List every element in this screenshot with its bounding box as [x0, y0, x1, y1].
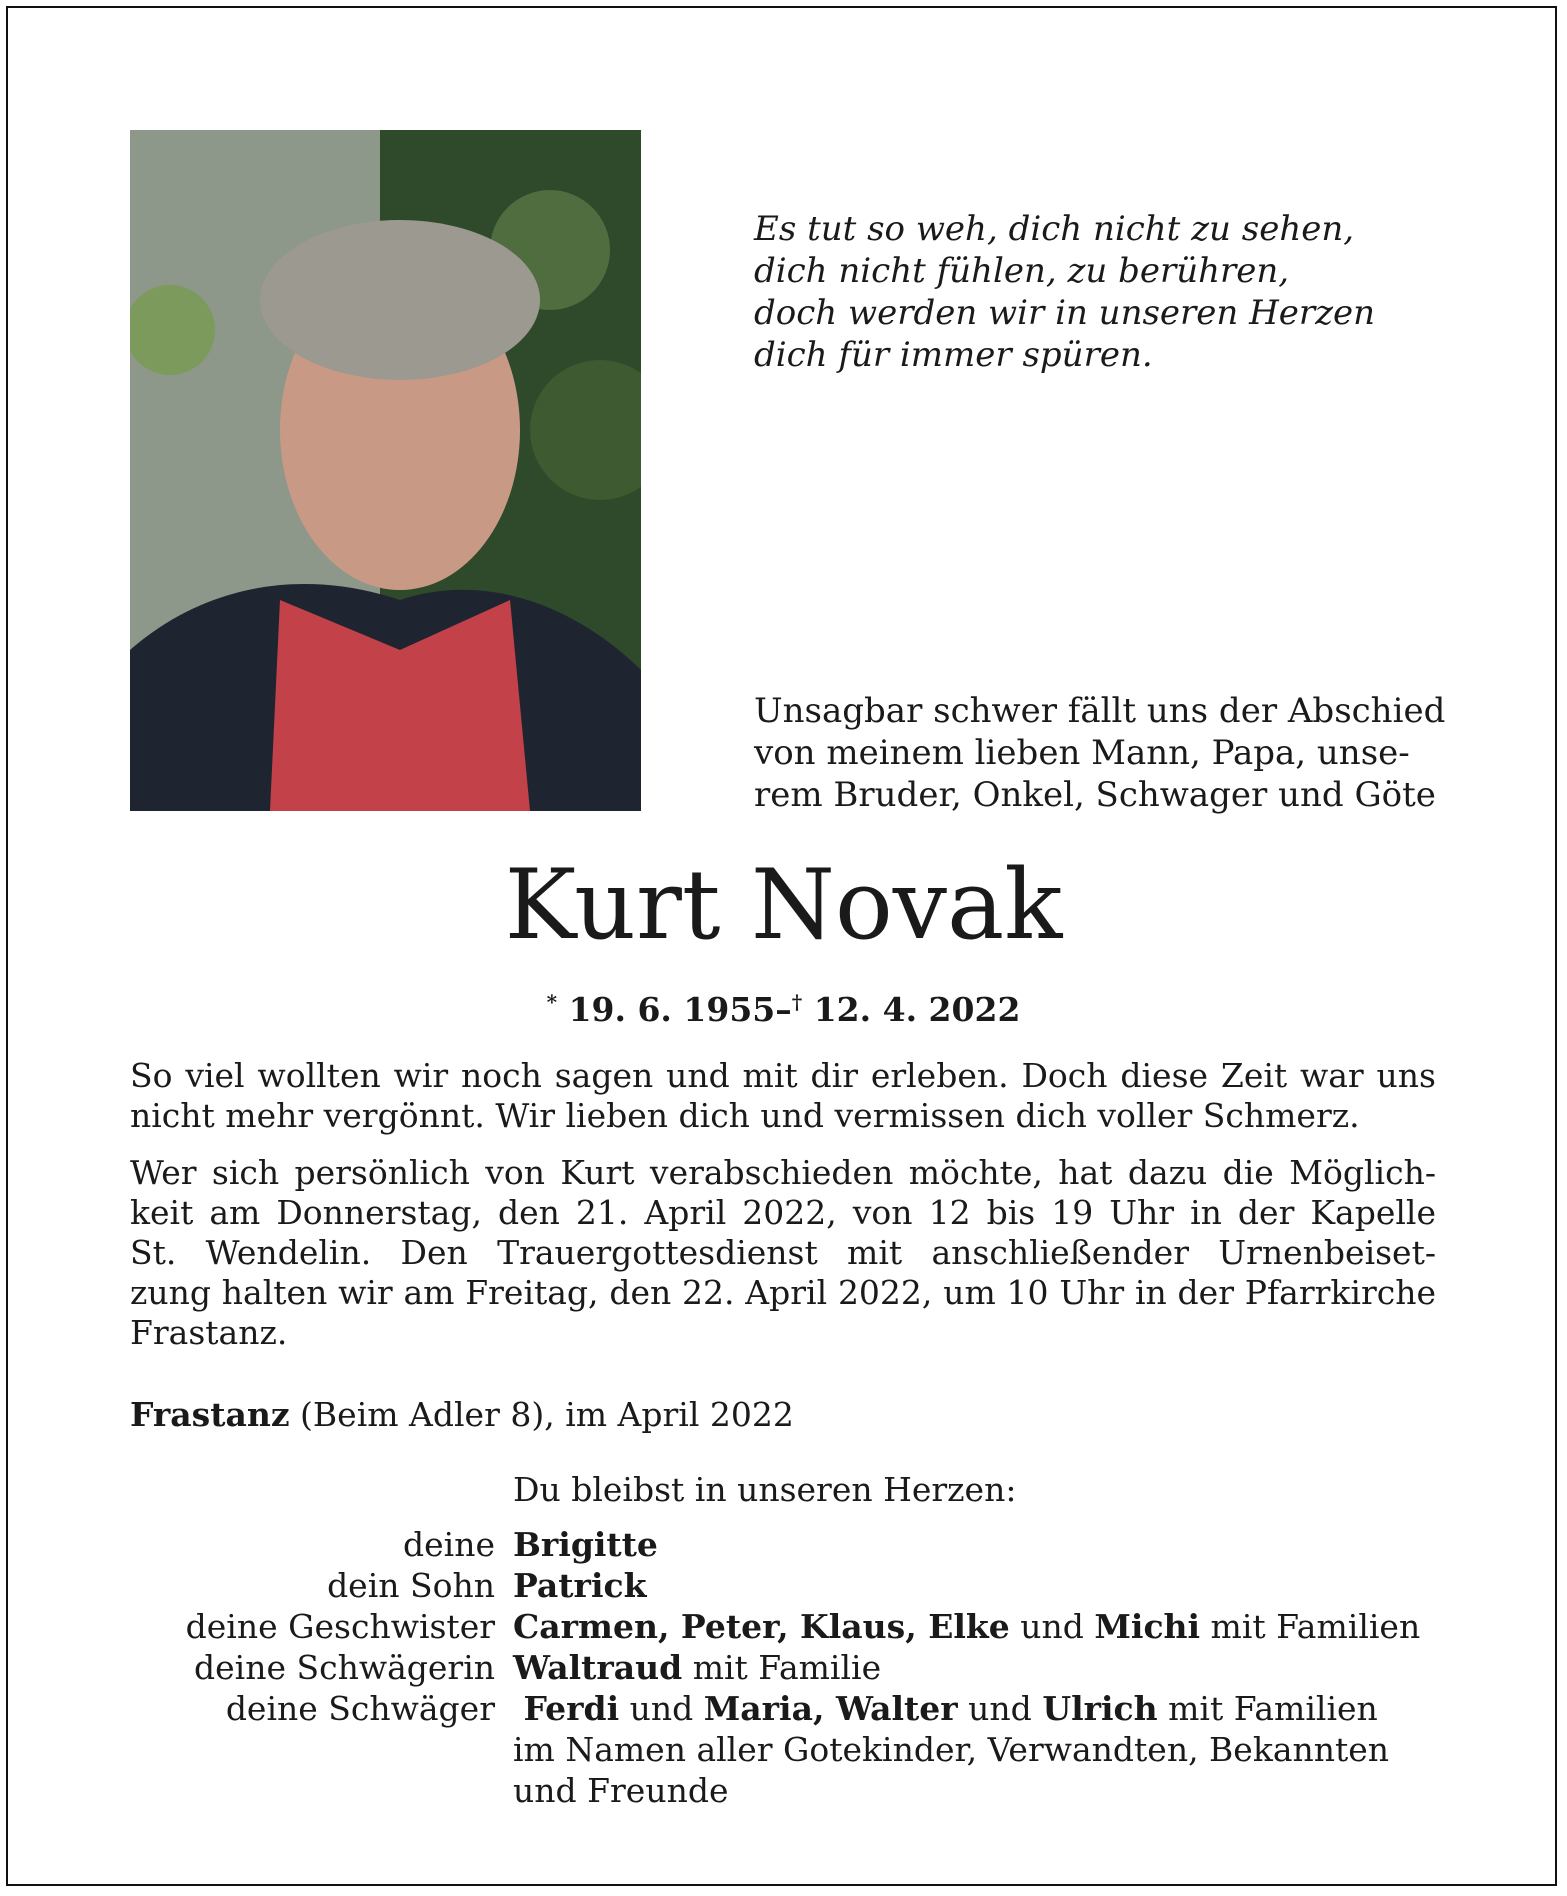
- birth-symbol: *: [546, 990, 558, 1014]
- relation-label: deine Schwäger: [225, 1689, 495, 1728]
- death-date: 12. 4. 2022: [813, 990, 1021, 1029]
- death-symbol: †: [791, 990, 803, 1014]
- ceremony-line: Wer sich persönlich von Kurt verabschieden möchte, hat dazu die Möglich-: [130, 1153, 1436, 1192]
- mourner-names: [513, 1565, 646, 1606]
- place-town: Frastanz: [130, 1395, 290, 1434]
- connector-text: und: [1009, 1607, 1095, 1646]
- ceremony-line: zung halten wir am Freitag, den 22. April 2022, um 10 Uhr in der Pfarrkirche: [130, 1273, 1436, 1312]
- closing-line: und Freunde: [513, 1771, 729, 1810]
- connector-text: mit Familien: [1200, 1607, 1421, 1646]
- connector-text: mit Familie: [682, 1648, 882, 1687]
- mourner-name: Brigitte: [513, 1525, 658, 1564]
- connector-text: mit Familien: [1157, 1689, 1378, 1728]
- intro-line: rem Bruder, Onkel, Schwager und Göte: [754, 775, 1436, 815]
- relation-label: deine Schwägerin: [194, 1648, 495, 1687]
- place-date: [130, 1395, 794, 1435]
- poem-line: Es tut so weh, dich nicht zu sehen,: [754, 209, 1355, 249]
- mourners-list: [130, 1524, 1420, 1811]
- closing-line: im Namen aller Gotekinder, Verwandten, Bekannten: [513, 1730, 1390, 1769]
- connector-text: und: [957, 1689, 1043, 1728]
- mourner-names: [513, 1647, 881, 1688]
- ceremony-line: St. Wendelin. Den Trauergottesdienst mit anschließender Urnenbeiset-: [130, 1233, 1436, 1272]
- ceremony-line: keit am Donnerstag, den 21. April 2022, von 12 bis 19 Uhr in der Kapelle: [130, 1193, 1436, 1232]
- message-paragraph: [130, 1056, 1436, 1136]
- mourner-row: [130, 1647, 1420, 1688]
- connector-text: und: [619, 1689, 704, 1728]
- mourner-name: Ferdi: [523, 1689, 620, 1728]
- poem-line: dich nicht fühlen, zu berühren,: [754, 251, 1290, 291]
- intro-text: [754, 690, 1445, 816]
- mourner-row: [130, 1524, 1420, 1565]
- message-line: nicht mehr vergönnt. Wir lieben dich und vermissen dich voller Schmerz.: [130, 1096, 1360, 1135]
- deceased-name: Kurt Novak: [504, 849, 1063, 961]
- portrait-photo: [130, 130, 641, 811]
- date-dash: –: [775, 990, 792, 1029]
- place-rest: (Beim Adler 8), im April 2022: [289, 1395, 794, 1434]
- mourner-name: Ulrich: [1042, 1689, 1158, 1728]
- mourner-name: Maria, Walter: [703, 1689, 958, 1728]
- message-line: So viel wollten wir noch sagen und mit dir erleben. Doch diese Zeit war uns: [130, 1056, 1436, 1095]
- portrait-image: [130, 130, 641, 811]
- mourner-names: [513, 1606, 1420, 1647]
- intro-line: Unsagbar schwer fällt uns der Abschied: [754, 691, 1446, 731]
- ceremony-paragraph: [130, 1153, 1436, 1353]
- mourner-names: [513, 1524, 658, 1565]
- life-dates: [0, 982, 1567, 1030]
- ceremony-line: Frastanz.: [130, 1313, 288, 1352]
- mourner-row: [130, 1565, 1420, 1606]
- mourner-name: Waltraud: [513, 1648, 683, 1687]
- birth-date: 19. 6. 1955: [568, 990, 776, 1029]
- mourner-names: [513, 1688, 1378, 1729]
- mourner-name: Patrick: [513, 1566, 647, 1605]
- relation-label: dein Sohn: [327, 1566, 495, 1605]
- poem-line: dich für immer spüren.: [754, 335, 1153, 375]
- mourner-row: [130, 1688, 1420, 1729]
- poem-line: doch werden wir in unseren Herzen: [754, 293, 1376, 333]
- poem: [754, 208, 1375, 376]
- mourner-row: [130, 1606, 1420, 1647]
- relation-label: deine: [403, 1525, 495, 1564]
- intro-line: von meinem lieben Mann, Papa, unse-: [754, 733, 1410, 773]
- relation-label: deine Geschwister: [185, 1607, 495, 1646]
- mourners-heading: Du bleibst in unseren Herzen:: [513, 1470, 1017, 1509]
- mourner-name: Michi: [1094, 1607, 1201, 1646]
- mourner-name: Carmen, Peter, Klaus, Elke: [513, 1607, 1010, 1646]
